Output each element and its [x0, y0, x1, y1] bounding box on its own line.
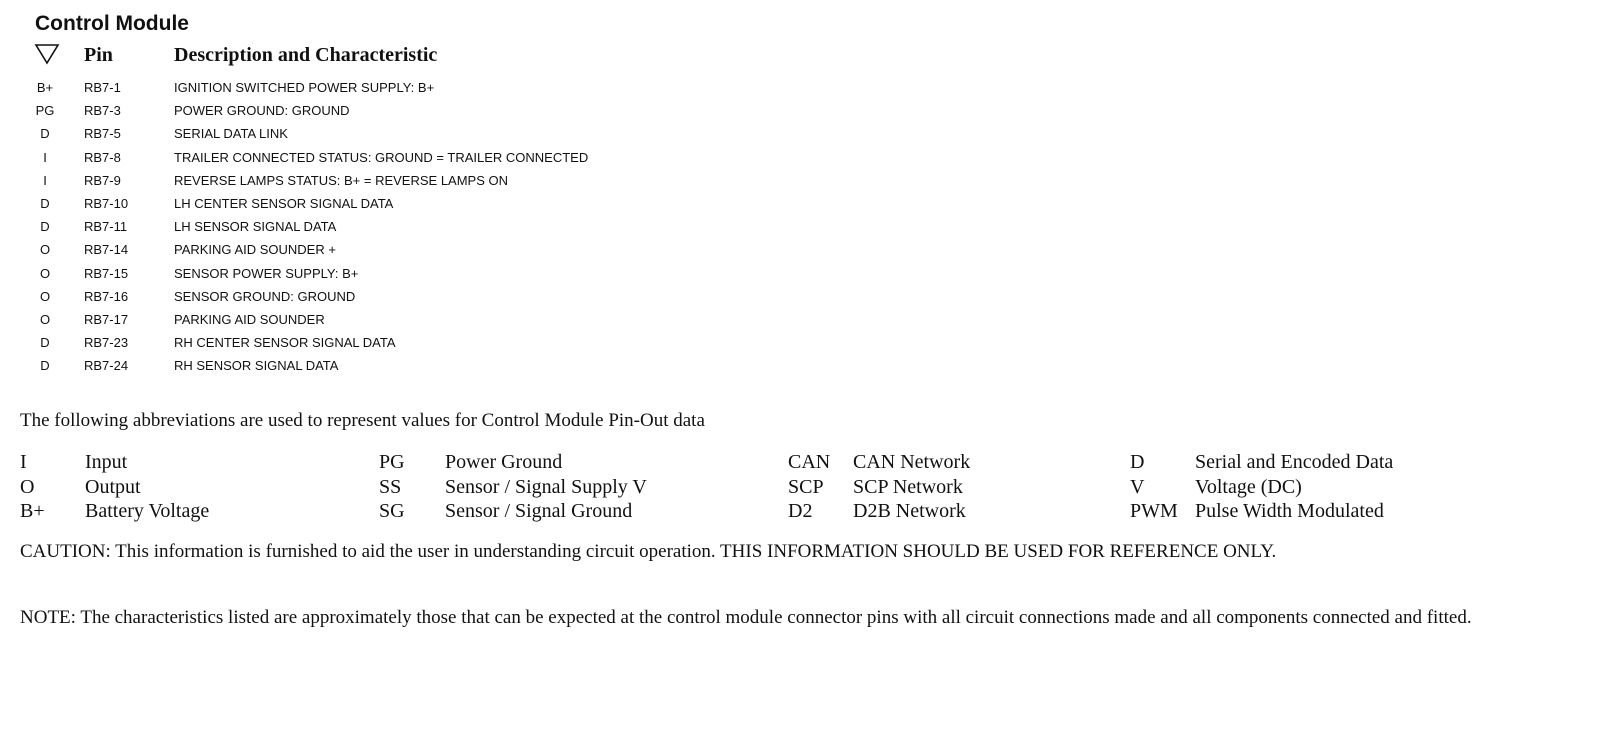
pin-id: RB7-1: [84, 80, 121, 95]
pin-description: REVERSE LAMPS STATUS: B+ = REVERSE LAMPS ON: [174, 172, 509, 188]
abbreviation-code: SG: [379, 500, 405, 522]
pin-table: [0, 79, 1000, 380]
abbreviation-meaning: D2B Network: [853, 500, 966, 522]
pin-id: RB7-3: [84, 103, 121, 119]
pin-description: LH CENTER SENSOR SIGNAL DATA: [174, 195, 394, 211]
pin-id: RB7-11: [84, 219, 128, 235]
caution-text: CAUTION: This information is furnished to aid the user in understanding circuit operation. THIS INFORMATION SHOULD BE USED FOR REFERENCE ONLY.: [20, 541, 1277, 562]
pin-type: O: [39, 288, 51, 304]
pin-description: TRAILER CONNECTED STATUS: GROUND = TRAILER CONNECTED: [174, 149, 589, 165]
pin-type: I: [43, 172, 47, 188]
page-title: Control Module: [35, 12, 189, 35]
pin-id: RB7-17: [84, 311, 129, 327]
pin-description: SENSOR POWER SUPPLY: B+: [174, 265, 359, 281]
abbreviation-row: [20, 476, 1560, 501]
pin-type: PG: [35, 103, 55, 119]
table-row: [0, 311, 1000, 334]
abbreviation-code: SCP: [788, 475, 824, 498]
pin-type: D: [40, 195, 50, 211]
pin-description: SENSOR GROUND: GROUND: [174, 288, 356, 304]
abbreviation-code: D2: [788, 500, 813, 522]
table-row: [0, 125, 1000, 148]
abbreviation-code: I: [20, 451, 27, 473]
pin-type: D: [40, 358, 50, 374]
pin-type: D: [40, 335, 50, 351]
table-row: [0, 149, 1000, 172]
abbreviation-meaning: Serial and Encoded Data: [1195, 451, 1394, 473]
abbreviation-code: V: [1130, 475, 1145, 498]
pin-type: D: [40, 126, 50, 142]
abbreviation-code: PWM: [1130, 500, 1178, 522]
pin-id: RB7-8: [84, 149, 121, 165]
pin-id: RB7-24: [84, 358, 129, 374]
abbreviation-code: PG: [379, 451, 405, 473]
pin-id: RB7-5: [84, 126, 121, 142]
abbreviation-code: O: [20, 475, 35, 498]
table-row: [0, 288, 1000, 311]
abbreviation-meaning: Output: [85, 475, 141, 498]
pin-description: PARKING AID SOUNDER: [174, 311, 325, 327]
pin-type: B+: [36, 80, 54, 95]
pin-description: POWER GROUND: GROUND: [174, 103, 350, 119]
abbreviation-meaning: Battery Voltage: [85, 500, 210, 522]
abbreviation-meaning: Voltage (DC): [1195, 475, 1302, 498]
abbreviation-code: SS: [379, 475, 402, 498]
pin-description: RH CENTER SENSOR SIGNAL DATA: [174, 335, 396, 351]
abbreviation-meaning: Pulse Width Modulated: [1195, 500, 1384, 522]
abbreviation-row: [20, 451, 1560, 476]
abbreviations-legend: [20, 451, 1560, 525]
abbreviation-meaning: Sensor / Signal Ground: [445, 500, 633, 522]
pin-id: RB7-23: [84, 335, 129, 351]
abbreviations-intro: The following abbreviations are used to represent values for Control Module Pin-Out data: [20, 410, 705, 431]
description-column-header: Description and Characteristic: [174, 44, 438, 66]
pin-type: O: [39, 242, 51, 258]
pin-id: RB7-9: [84, 172, 121, 188]
table-row: [0, 195, 1000, 218]
pin-column-header: Pin: [84, 44, 113, 66]
pin-id: RB7-15: [84, 265, 129, 281]
pin-type: O: [39, 265, 51, 281]
abbreviation-meaning: CAN Network: [853, 451, 971, 473]
table-row: [0, 79, 1000, 102]
abbreviation-row: [20, 500, 1560, 525]
abbreviation-code: CAN: [788, 451, 831, 473]
pin-id: RB7-10: [84, 195, 129, 211]
table-row: [0, 241, 1000, 264]
abbreviation-meaning: Sensor / Signal Supply V: [445, 475, 647, 498]
abbreviation-meaning: SCP Network: [853, 475, 963, 498]
abbreviation-code: D: [1130, 451, 1145, 473]
pin-description: SERIAL DATA LINK: [174, 126, 288, 142]
triangle-down-outline-icon: [34, 43, 60, 65]
pin-type: D: [40, 219, 50, 235]
table-row: [0, 334, 1000, 357]
abbreviation-meaning: Input: [85, 451, 128, 473]
pin-type: I: [43, 149, 47, 165]
pin-description: LH SENSOR SIGNAL DATA: [174, 219, 337, 235]
table-row: [0, 218, 1000, 241]
abbreviation-code: B+: [20, 500, 45, 522]
pin-id: RB7-16: [84, 288, 129, 304]
note-text: NOTE: The characteristics listed are approximately those that can be expected at the control module connector pins with all circuit connections made and all components connected and fitted.: [20, 607, 1472, 628]
table-row: [0, 357, 1000, 380]
pin-description: IGNITION SWITCHED POWER SUPPLY: B+: [174, 80, 435, 95]
pin-description: RH SENSOR SIGNAL DATA: [174, 358, 339, 374]
table-row: [0, 172, 1000, 195]
pin-id: RB7-14: [84, 242, 129, 258]
table-row: [0, 265, 1000, 288]
pin-type: O: [39, 311, 51, 327]
table-row: [0, 102, 1000, 125]
abbreviation-meaning: Power Ground: [445, 451, 563, 473]
pin-description: PARKING AID SOUNDER +: [174, 242, 336, 258]
